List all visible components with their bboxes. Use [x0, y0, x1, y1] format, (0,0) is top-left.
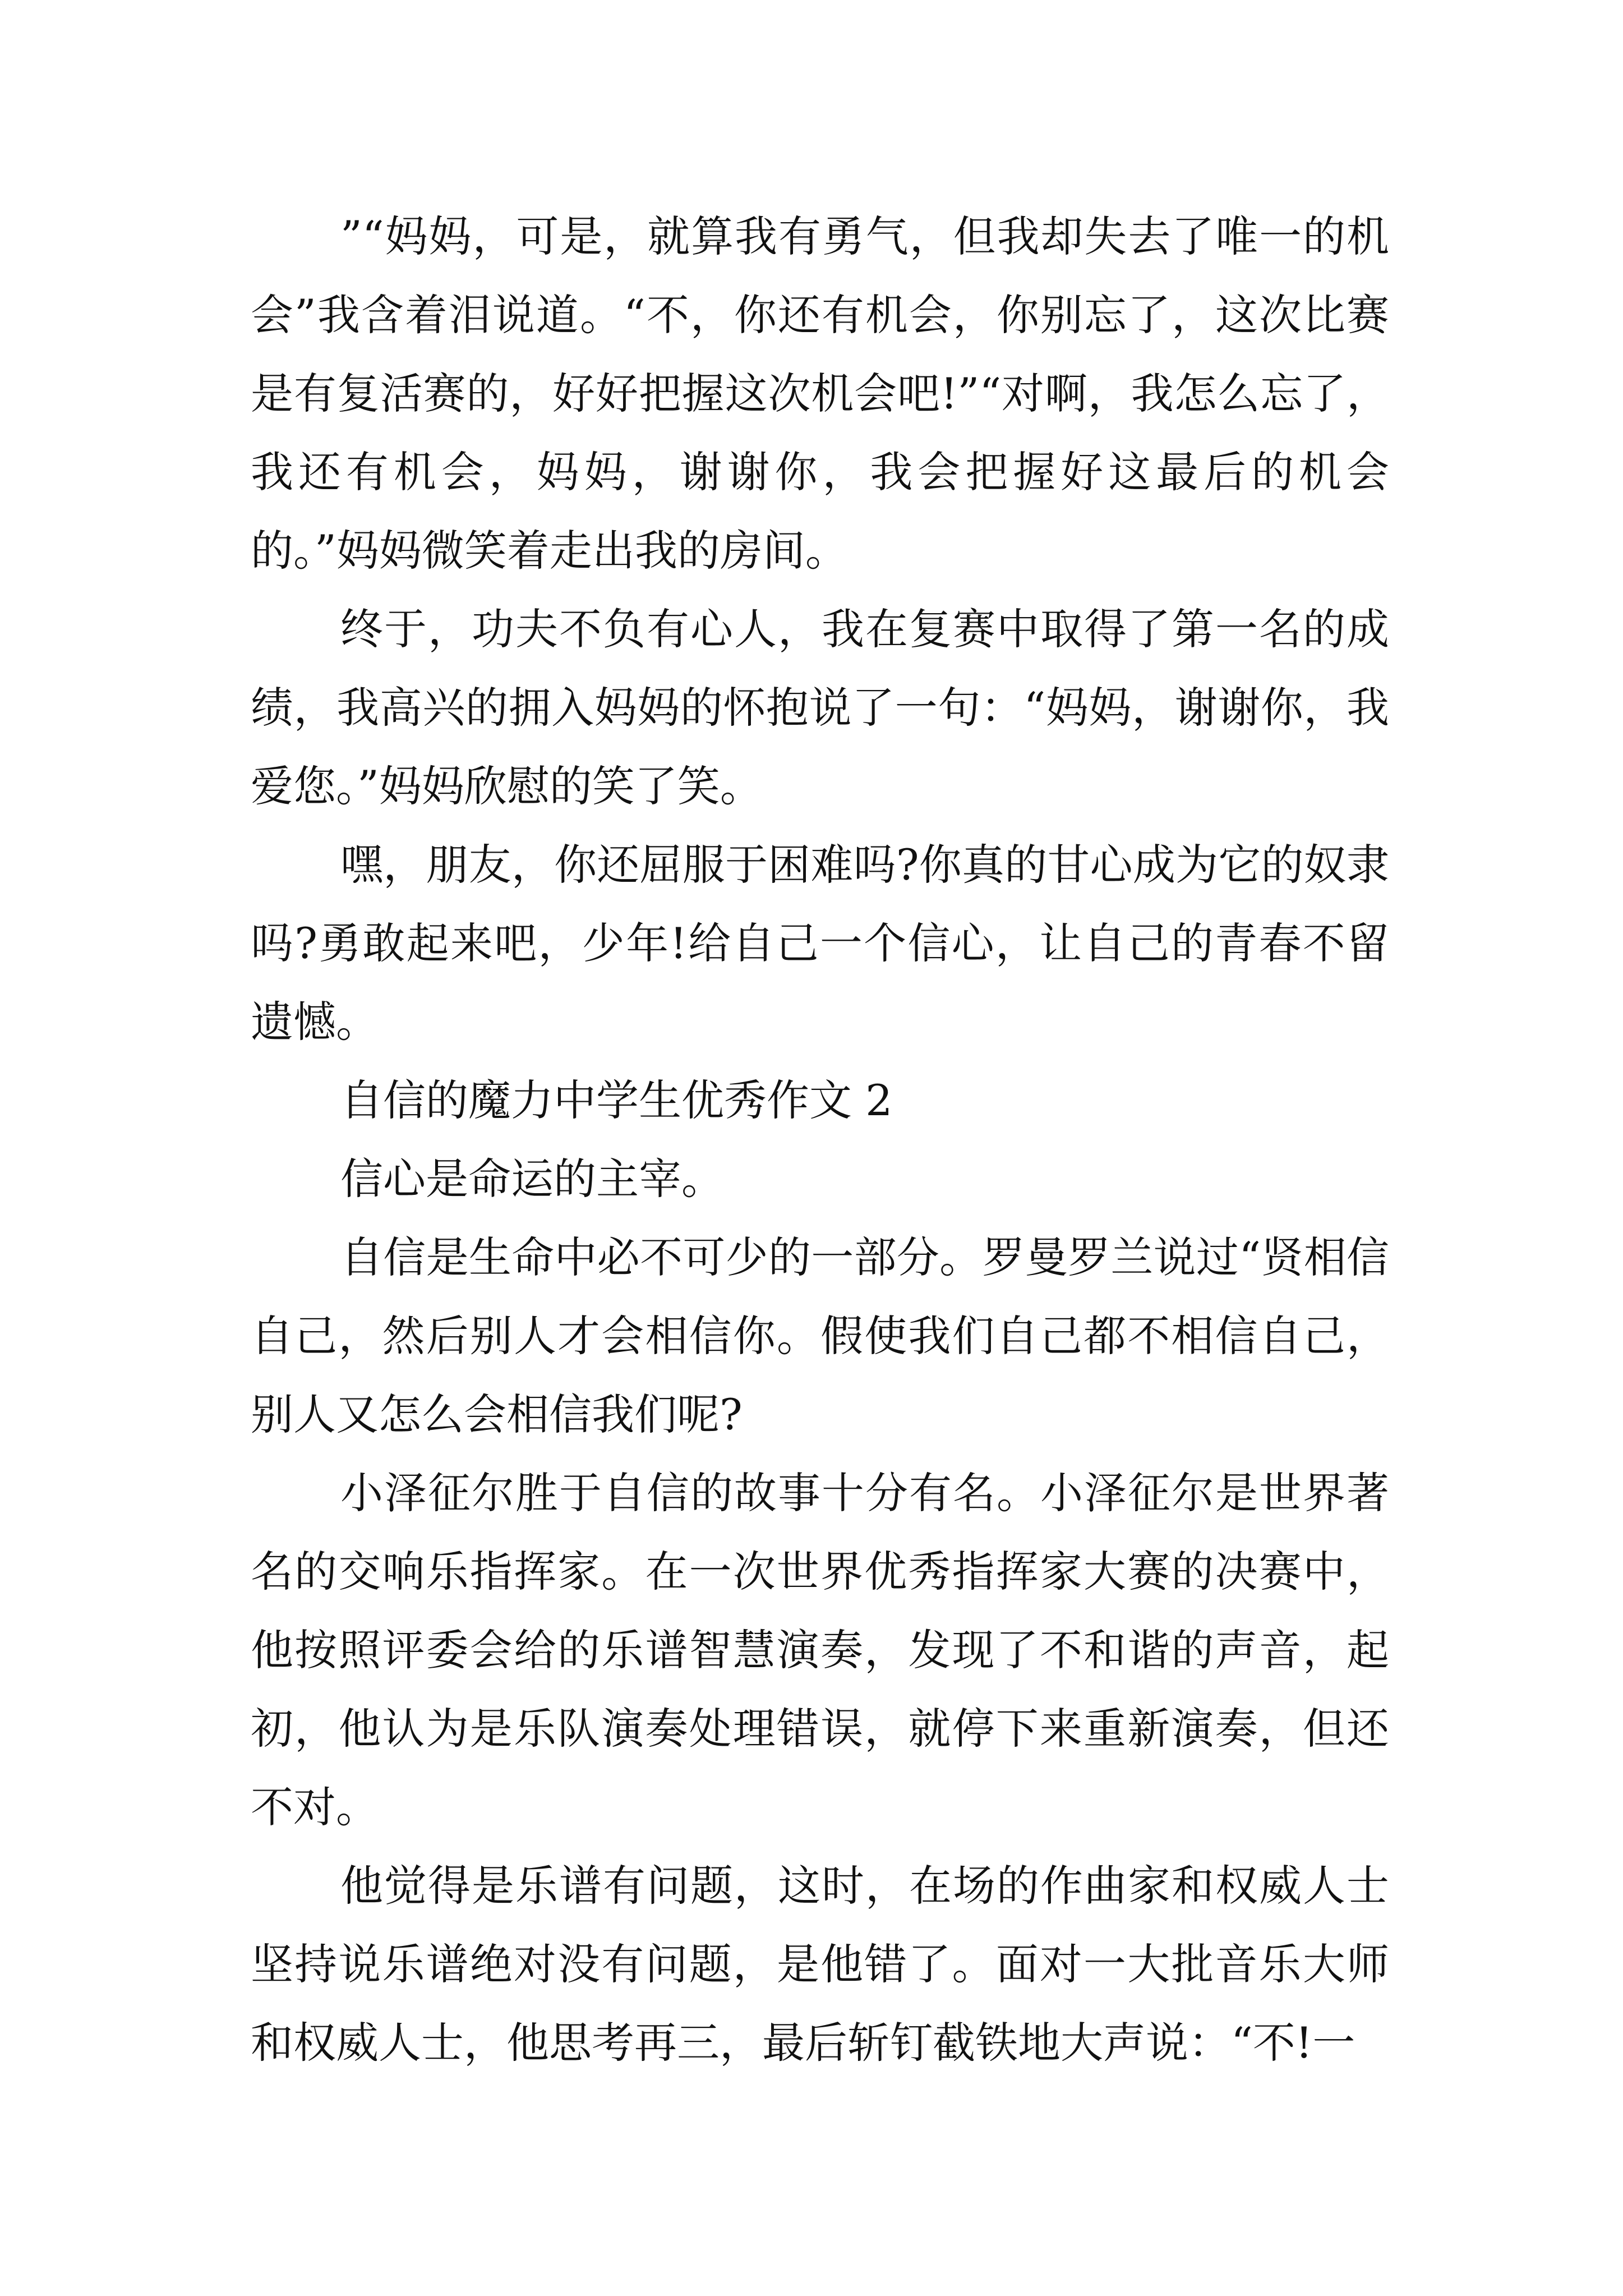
paragraph-5: 信心是命运的主宰。 — [340, 1154, 724, 1204]
essay-title: 自信的魔力中学生优秀作文 2 — [340, 1075, 893, 1125]
paragraph-7: 小泽征尔胜于自信的故事十分有名。小泽征尔是世界著名的交响乐指挥家。在一次世界优秀指挥家大赛的决赛中，他按照评委会给的乐谱智慧演奏，发现了不和谐的声音，起初，他认为是乐队演奏处理错误，就停下来重新演奏，但还不对。 — [251, 1468, 1389, 1832]
essay-body — [251, 197, 1389, 2082]
paragraph-2: 终于，功夫不负有心人，我在复赛中取得了第一名的成绩，我高兴的拥入妈妈的怀抱说了一句：“妈妈，谢谢你，我爱您。”妈妈欣慰的笑了笑。 — [251, 604, 1389, 811]
paragraph-3: 嘿，朋友，你还屈服于困难吗?你真的甘心成为它的奴隶吗?勇敢起来吧，少年!给自己一个信心，让自己的青春不留遗憾。 — [251, 840, 1389, 1047]
paragraph-1: ”“妈妈，可是，就算我有勇气，但我却失去了唯一的机会”我含着泪说道。“不，你还有机会，你别忘了，这次比赛是有复活赛的，好好把握这次机会吧!”“对啊，我怎么忘了，我还有机会，妈妈，谢谢你，我会把握好这最后的机会的。”妈妈微笑着走出我的房间。 — [251, 211, 1389, 576]
paragraph-8: 他觉得是乐谱有问题，这时，在场的作曲家和权威人士坚持说乐谱绝对没有问题，是他错了。面对一大批音乐大师和权威人士，他思考再三，最后斩钉截铁地大声说：“不!一 — [251, 1861, 1389, 2068]
paragraph-6: 自信是生命中必不可少的一部分。罗曼罗兰说过“贤相信自己，然后别人才会相信你。假使我们自己都不相信自己，别人又怎么会相信我们呢? — [251, 1232, 1389, 1439]
